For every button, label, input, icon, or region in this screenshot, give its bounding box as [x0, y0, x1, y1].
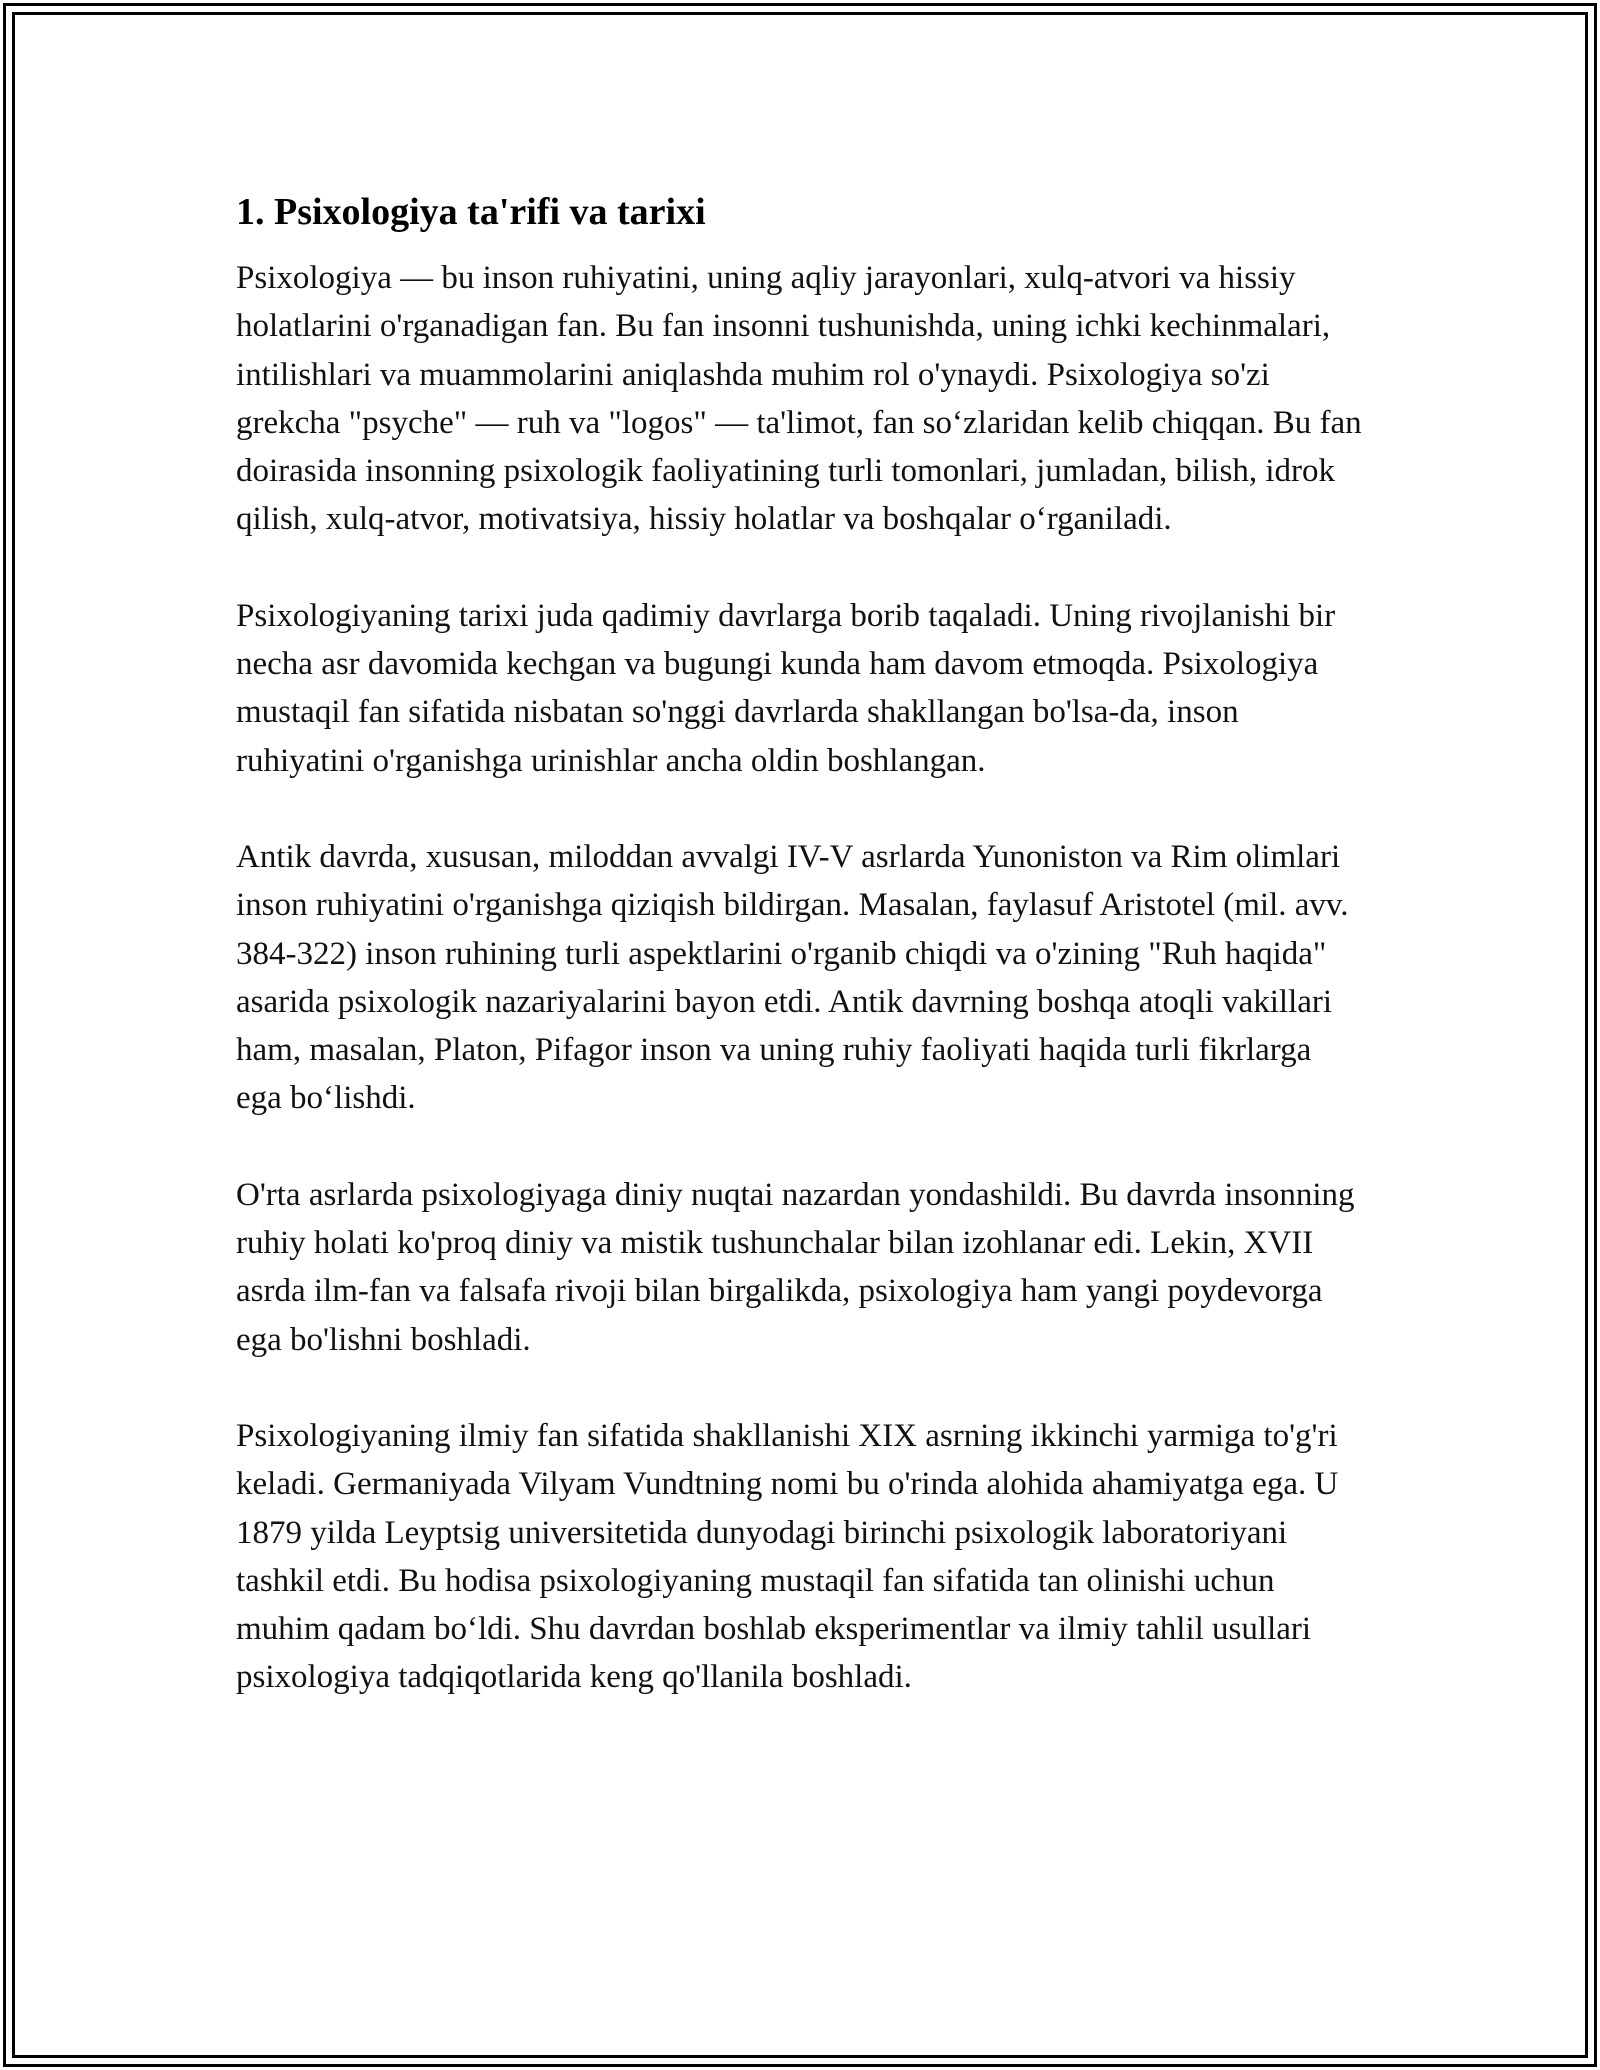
- paragraph-middle-ages: O'rta asrlarda psixologiyaga diniy nuqtai nazardan yondashildi. Bu davrda insonning ruhiy holati ko'proq diniy va mistik tushunchalar bilan izohlanar edi. Lekin, XVII asrda ilm-fan va falsafa rivoji bilan birgalikda, psixologiya ham yangi poydevorga ega bo'lishni boshladi.: [236, 1176, 1355, 1358]
- section-heading: 1. Psixologiya ta'rifi va tarixi: [236, 191, 706, 233]
- paragraph-history-intro: Psixologiyaning tarixi juda qadimiy davrlarga borib taqaladi. Uning rivojlanishi bir necha asr davomida kechgan va bugungi kunda ham davom etmoqda. Psixologiya mustaqil fan sifatida nisbatan so'nggi davrlarda shakllangan bo'lsa-da, inson ruhiyatini o'rganishga urinishlar ancha oldin boshlangan.: [236, 597, 1336, 779]
- paragraph-antiquity: Antik davrda, xususan, miloddan avvalgi IV-V asrlarda Yunoniston va Rim olimlari inson ruhiyatini o'rganishga qiziqish bildirgan. Masalan, faylasuf Aristotel (mil. avv. 384-322) inson ruhining turli aspektlarini o'rganib chiqdi va o'zining "Ruh haqida" asarida psixologik nazariyalarini bayon etdi. Antik davrning boshqa atoqli vakillari ham, masalan, Platon, Pifagor inson va uning ruhiy faoliyati haqida turli fikrlarga ega bo‘lishdi.: [236, 838, 1349, 1117]
- paragraph-scientific-era: Psixologiyaning ilmiy fan sifatida shakllanishi XIX asrning ikkinchi yarmiga to'g'ri keladi. Germaniyada Vilyam Vundtning nomi bu o'rinda alohida ahamiyatga ega. U 1879 yilda Leyptsig universitetida dunyodagi birinchi psixologik laboratoriyani tashkil etdi. Bu hodisa psixologiyaning mustaqil fan sifatida tan olinishi uchun muhim qadam bo‘ldi. Shu davrdan boshlab eksperimentlar va ilmiy tahlil usullari psixologiya tadqiqotlarida keng qo'llanila boshladi.: [236, 1417, 1339, 1696]
- paragraph-definition: Psixologiya — bu inson ruhiyatini, uning aqliy jarayonlari, xulq-atvori va hissiy holatlarini o'rganadigan fan. Bu fan insonni tushunishda, uning ichki kechinmalari, intilishlari va muammolarini aniqlashda muhim rol o'ynaydi. Psixologiya so'zi grekcha "psyche" — ruh va "logos" — ta'limot, fan so‘zlaridan kelib chiqqan. Bu fan doirasida insonning psixologik faoliyatining turli tomonlari, jumladan, bilish, idrok qilish, xulq-atvor, motivatsiya, hissiy holatlar va boshqalar o‘rganiladi.: [236, 260, 1362, 538]
- document-body: [236, 186, 1364, 1702]
